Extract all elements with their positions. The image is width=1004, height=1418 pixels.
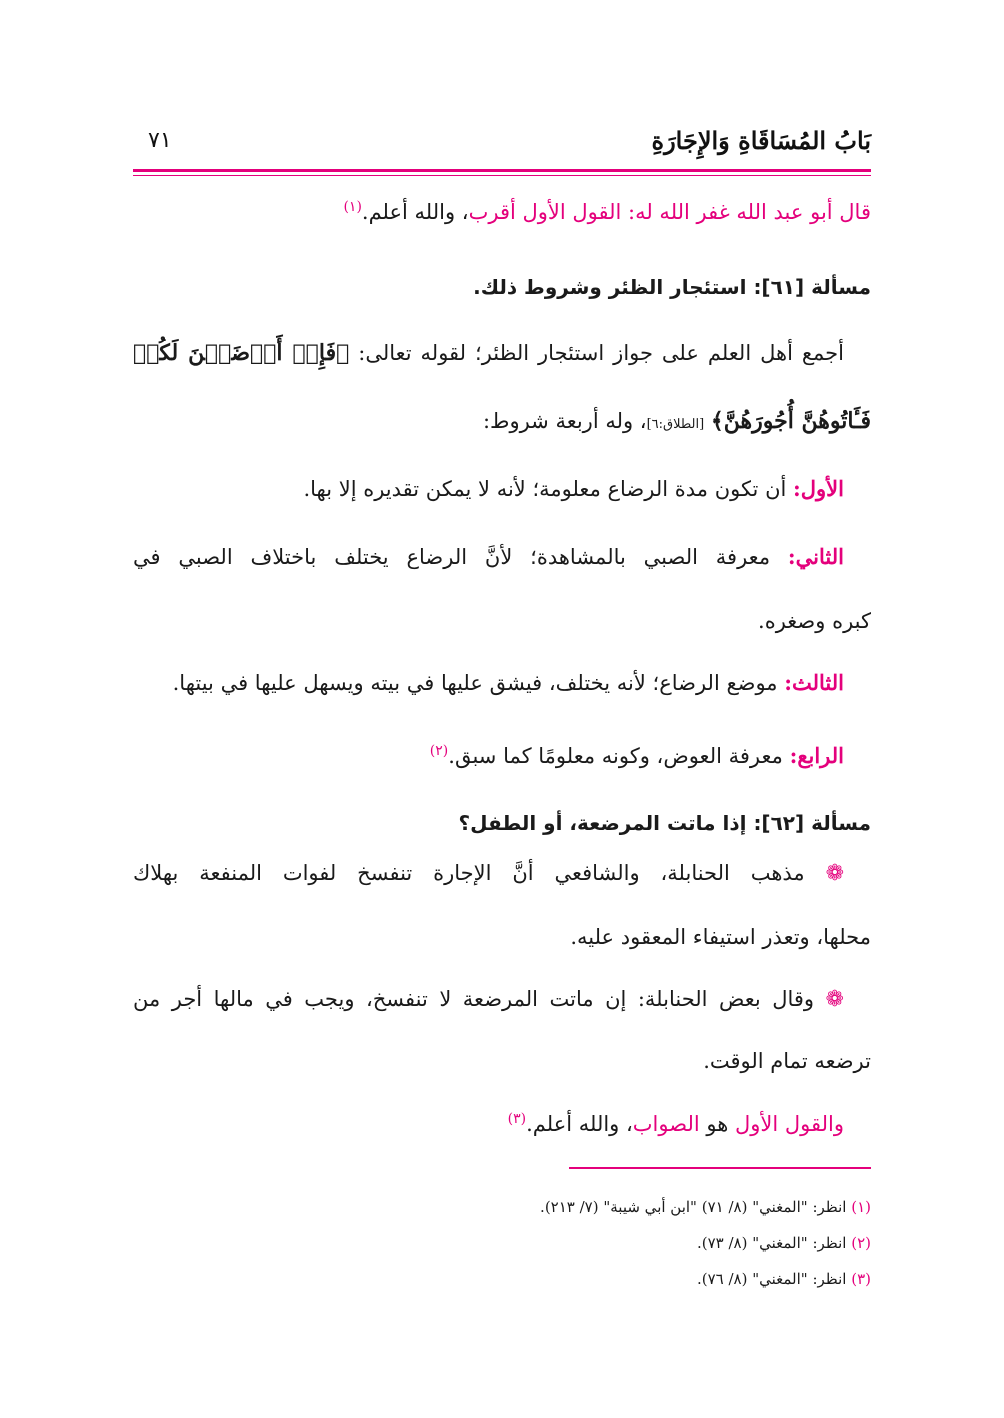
consensus-line-1 [133,336,844,370]
issue-61-title: استئجار الظئر وشروط ذلك. [473,275,747,299]
final-ruling-correct: الصواب [632,1112,700,1136]
issue-62-heading [133,806,871,840]
footnote-3-text: انظر: "المغني" (٨/ ٧٦). [696,1270,847,1288]
footnote-2 [697,1232,871,1254]
opinion-hanabila-shafii [133,856,844,891]
issue-61-heading [133,270,871,304]
opinion-some-hanabila [133,982,844,1017]
footnote-ref-3: (٣) [507,1111,527,1127]
condition-third [133,666,844,700]
footnote-separator [569,1167,871,1169]
quran-verse-part-2: فَـَٔاتُوهُنَّ أُجُورَهُنَّ﴾ [710,408,871,434]
condition-first-label: الأول: [793,476,844,501]
condition-second [133,540,844,574]
page-number: ٧١ [148,128,172,153]
condition-fourth-text: معرفة العوض، وكونه معلومًا كما سبق. [448,744,783,768]
condition-second-continued: كبره وصغره. [758,609,871,633]
footnote-1-text: انظر: "المغني" (٨/ ٧١) "ابن أبي شيبة" (٧/ ٢١٣). [540,1198,847,1216]
author-conclusion-highlight: قال أبو عبد الله غفر الله له: القول الأول أقرب [468,200,871,224]
condition-first-text: أن تكون مدة الرضاع معلومة؛ لأنه لا يمكن تقديره إلا بها. [303,477,787,501]
consensus-line-2 [133,404,871,442]
header-rule-thin [133,175,871,176]
condition-first [133,472,844,506]
condition-second-text: معرفة الصبي بالمشاهدة؛ لأنَّ الرضاع يختلف باختلاف الصبي في [133,545,771,569]
footnote-ref-2: (٢) [429,743,449,759]
issue-62-title: إذا ماتت المرضعة، أو الطفل؟ [458,811,747,835]
conditions-intro: ، وله أربعة شروط: [482,409,647,433]
quran-verse-part-1: ﴿فَإِنۡ أَرۡضَعۡنَ لَكُمۡ [133,340,350,366]
flower-bullet-icon: ❁ [825,861,844,886]
final-ruling-is: هو [706,1112,729,1136]
condition-fourth-label: الرابع: [789,743,844,768]
flower-bullet-icon: ❁ [825,987,844,1012]
author-conclusion-tail: ، والله أعلم. [361,200,469,224]
condition-fourth [133,734,844,773]
final-ruling [133,1102,844,1141]
running-title: بَابُ المُسَاقَاةِ وَالإِجَارَةِ [651,126,871,155]
footnote-1 [540,1196,871,1218]
footnote-1-number: (١) [851,1198,871,1216]
condition-third-text: موضع الرضاع؛ لأنه يختلف، فيشق عليها في بيته ويسهل عليها في بيتها. [172,671,778,695]
issue-62-label: مسألة [٦٢]: [753,811,871,835]
footnote-3 [697,1268,871,1290]
final-ruling-tail: ، والله أعلم. [526,1112,633,1136]
opinion-2-text: وقال بعض الحنابلة: إن ماتت المرضعة لا تنفسخ، ويجب في مالها أجر من [133,987,815,1011]
consensus-text: أجمع أهل العلم على جواز استئجار الظئر؛ لقوله تعالى: [358,341,844,365]
author-conclusion-line [133,190,871,229]
footnote-ref-1: (١) [343,199,362,215]
opinion-2-continued: ترضعه تمام الوقت. [703,1049,871,1073]
footnote-3-number: (٣) [851,1270,871,1288]
opinion-1-text: مذهب الحنابلة، والشافعي أنَّ الإجارة تنفسخ لفوات المنفعة بهلاك [133,861,805,885]
opinion-1-continued: محلها، وتعذر استيفاء المعقود عليه. [570,925,871,949]
header-rule [133,169,871,172]
condition-second-label: الثاني: [787,544,844,569]
final-ruling-first-opinion: والقول الأول [735,1112,844,1136]
footnote-2-text: انظر: "المغني" (٨/ ٧٣). [696,1234,847,1252]
condition-third-label: الثالث: [784,670,844,695]
issue-61-label: مسألة [٦١]: [753,275,871,299]
quran-reference: [الطلاق:٦] [646,417,705,432]
footnote-2-number: (٢) [851,1234,871,1252]
